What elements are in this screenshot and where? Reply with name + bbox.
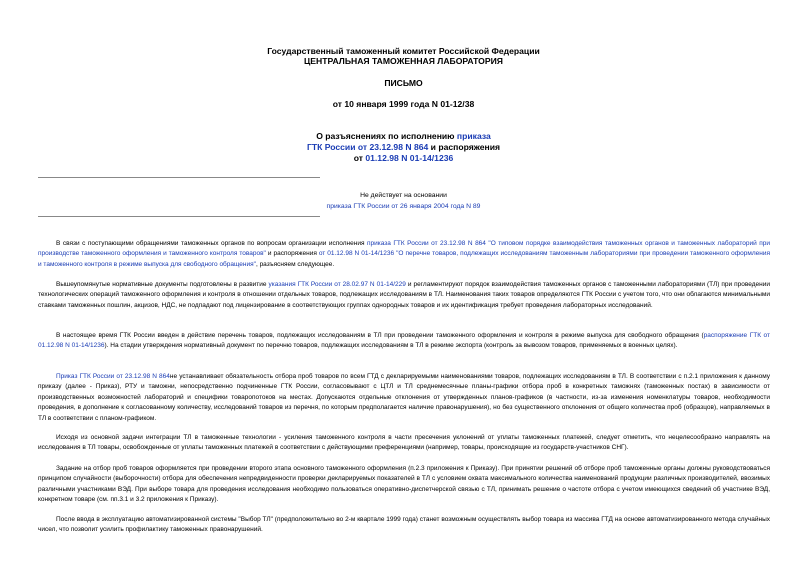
document-title-line-3 (0, 153, 807, 163)
title-directive-link[interactable]: 01.12.98 N 01-14/1236 (365, 153, 454, 163)
p1-text-b: и распоряжения (265, 250, 319, 258)
status-note: Не действует на основании (360, 192, 447, 199)
document-date: от 10 января 1999 года N 01-12/38 (332, 99, 475, 109)
lab-name: ЦЕНТРАЛЬНАЯ ТАМОЖЕННАЯ ЛАБОРАТОРИЯ (304, 56, 503, 66)
document-type: ПИСЬМО (384, 78, 423, 88)
p4-text-a: не устанавливает обязательность отбора проб товаров по всем ГТД с декларируемыми наименованиями товаров, подлежащих исследованиям в ТЛ. В соответствии с п.2.1 приложения к данному приказу (далее - Приказ), РТУ и таможни, непосредственно подчиненные ГТК России, согласовывают с ЦТЛ и ТЛ среднемесячные планы-графики отбора проб в конкретных таможнях (таможенных постах) в зависимости от производственных возможностей лабораторий и специфики товаропотоков на местах. Допускаются отдельные отклонения от утвержденных планов-графиков (в частности, из-за изменения номенклатуры товаров, необходимости проведения, в дополнение к согласованному количеству, исследований товаров из перечня, по которым предполагается наличие правонарушения), но без существенного отклонения от общего количества проб (образцов), направляемых в ТЛ в соответствии с планом-графиком. (38, 373, 770, 422)
status-note-link-line (0, 202, 807, 212)
document-title-line-2 (0, 142, 807, 152)
paragraph-1 (38, 239, 770, 270)
p1-directive-link[interactable]: от 01.12.98 N 01-14/1236 "О перечне товаров, подлежащих исследованиям таможенным лабораториями при проведении таможенного оформления и таможенного контроля в режиме выпуска для свободного обращения" (38, 250, 770, 268)
divider-top (38, 177, 320, 178)
title-text-2: и распоряжения (428, 142, 501, 152)
divider-bottom (38, 216, 320, 217)
paragraph-4 (38, 372, 770, 424)
title-order-link[interactable]: приказа (456, 131, 491, 141)
title-text-3: от (353, 153, 366, 163)
issuer-name: Государственный таможенный комитет Российской Федерации (267, 46, 540, 56)
paragraph-6: Задание на отбор проб товаров оформляется при проведении второго этапа основного таможенного оформления (п.2.3 приложения к Приказу). При принятии решений об отборе проб таможенные органы должны руководствоваться принципом случайности (выборочности) отбора для обеспечения непредвиденности проверки декларируемых показателей в ТЛ с условием охвата максимального количества наименований продукции различных производителей, ввозимых различными участниками ВЭД. При выборе товара для проведения исследования необходимо пользоваться оперативно-диспетчерской связью с ТЛ, принимать решение о частоте отбора с учетом имеющихся сведений об участнике ВЭД, конкретном товаре (см. пп.3.1 и 3.2 приложения к Приказу). (38, 465, 770, 504)
p1-order-link[interactable]: приказа ГТК России от 23.12.98 N 864 "О типовом порядке взаимодействия таможенных органов и таможенных лабораторий при производстве таможенного оформления и таможенного контроля товаров" (38, 240, 771, 258)
p1-text-a: В связи с поступающими обращениями таможенных органов по вопросам организации исполнения (56, 240, 367, 247)
repeal-order-link[interactable]: приказа ГТК России от 26 января 2004 года N 89 (326, 203, 481, 210)
p3-directive-link[interactable]: распоряжение ГТК от 01.12.98 N 01-14/1236 (38, 332, 770, 350)
p2-text-a: Вышеупомянутые нормативные документы подготовлены в развитие (56, 281, 269, 288)
p4-order-link[interactable]: Приказ ГТК России от 23.12.98 N 864 (56, 373, 170, 380)
paragraph-5: Исходя из основной задачи интеграции ТЛ в таможенные технологии - усиления таможенного контроля в части пресечения уклонений от уплаты таможенных платежей, следует отметить, что нецелесообразно направлять на исследования в ТЛ товары, освобожденные от уплаты таможенных платежей в соответствии с действующими преференциями (например, товары, происходящие из государств-участников СНГ). (38, 434, 770, 452)
document-title-line-1 (0, 131, 807, 141)
paragraph-3 (38, 331, 770, 352)
p2-instruction-link[interactable]: указания ГТК России от 28.02.97 N 01-14/229 (268, 281, 406, 288)
paragraph-2 (38, 280, 770, 311)
title-text-1: О разъяснениях по исполнению (316, 131, 457, 141)
p3-text-a: В настоящее время ГТК России введен в действие перечень товаров, подлежащих исследованиям в ТЛ при проведении таможенного оформления и контроля в режиме выпуска для свободного обращения ( (56, 332, 704, 339)
p1-text-c: , разъясняем следующее. (255, 260, 335, 268)
paragraph-7: После ввода в эксплуатацию автоматизированной системы "Выбор ТЛ" (предположительно во 2-м квартале 1999 года) станет возможным осуществлять выбор товара из массива ГТД на основе автоматизированного метода случайных чисел, что позволит усилить профилактику таможенных правонарушений. (38, 516, 770, 534)
p2-text-b: и регламентируют порядок взаимодействия таможенных органов с таможенными лабораториями (ТЛ) при проведении технологических операций таможенного оформления и контроля в отношении отдельных товаров, подлежащих исследованиям в ТЛ. Наименования таких товаров определяются ГТК России с учетом того, что они облагаются минимальными ставками таможенных пошлин, акцизов, НДС, не подпадают под лицензирование в соответствующих группах однородных товаров и их идентификация требует проведения лабораторных исследований. (38, 281, 770, 309)
title-order-number-link[interactable]: ГТК России от 23.12.98 N 864 (306, 142, 429, 152)
p3-text-b: ). На стадии утверждения нормативный документ по перечню товаров, подлежащих исследованиям в ТЛ в режиме экспорта (контроль за вывозом товаров, применяемых в военных целях). (104, 342, 678, 350)
